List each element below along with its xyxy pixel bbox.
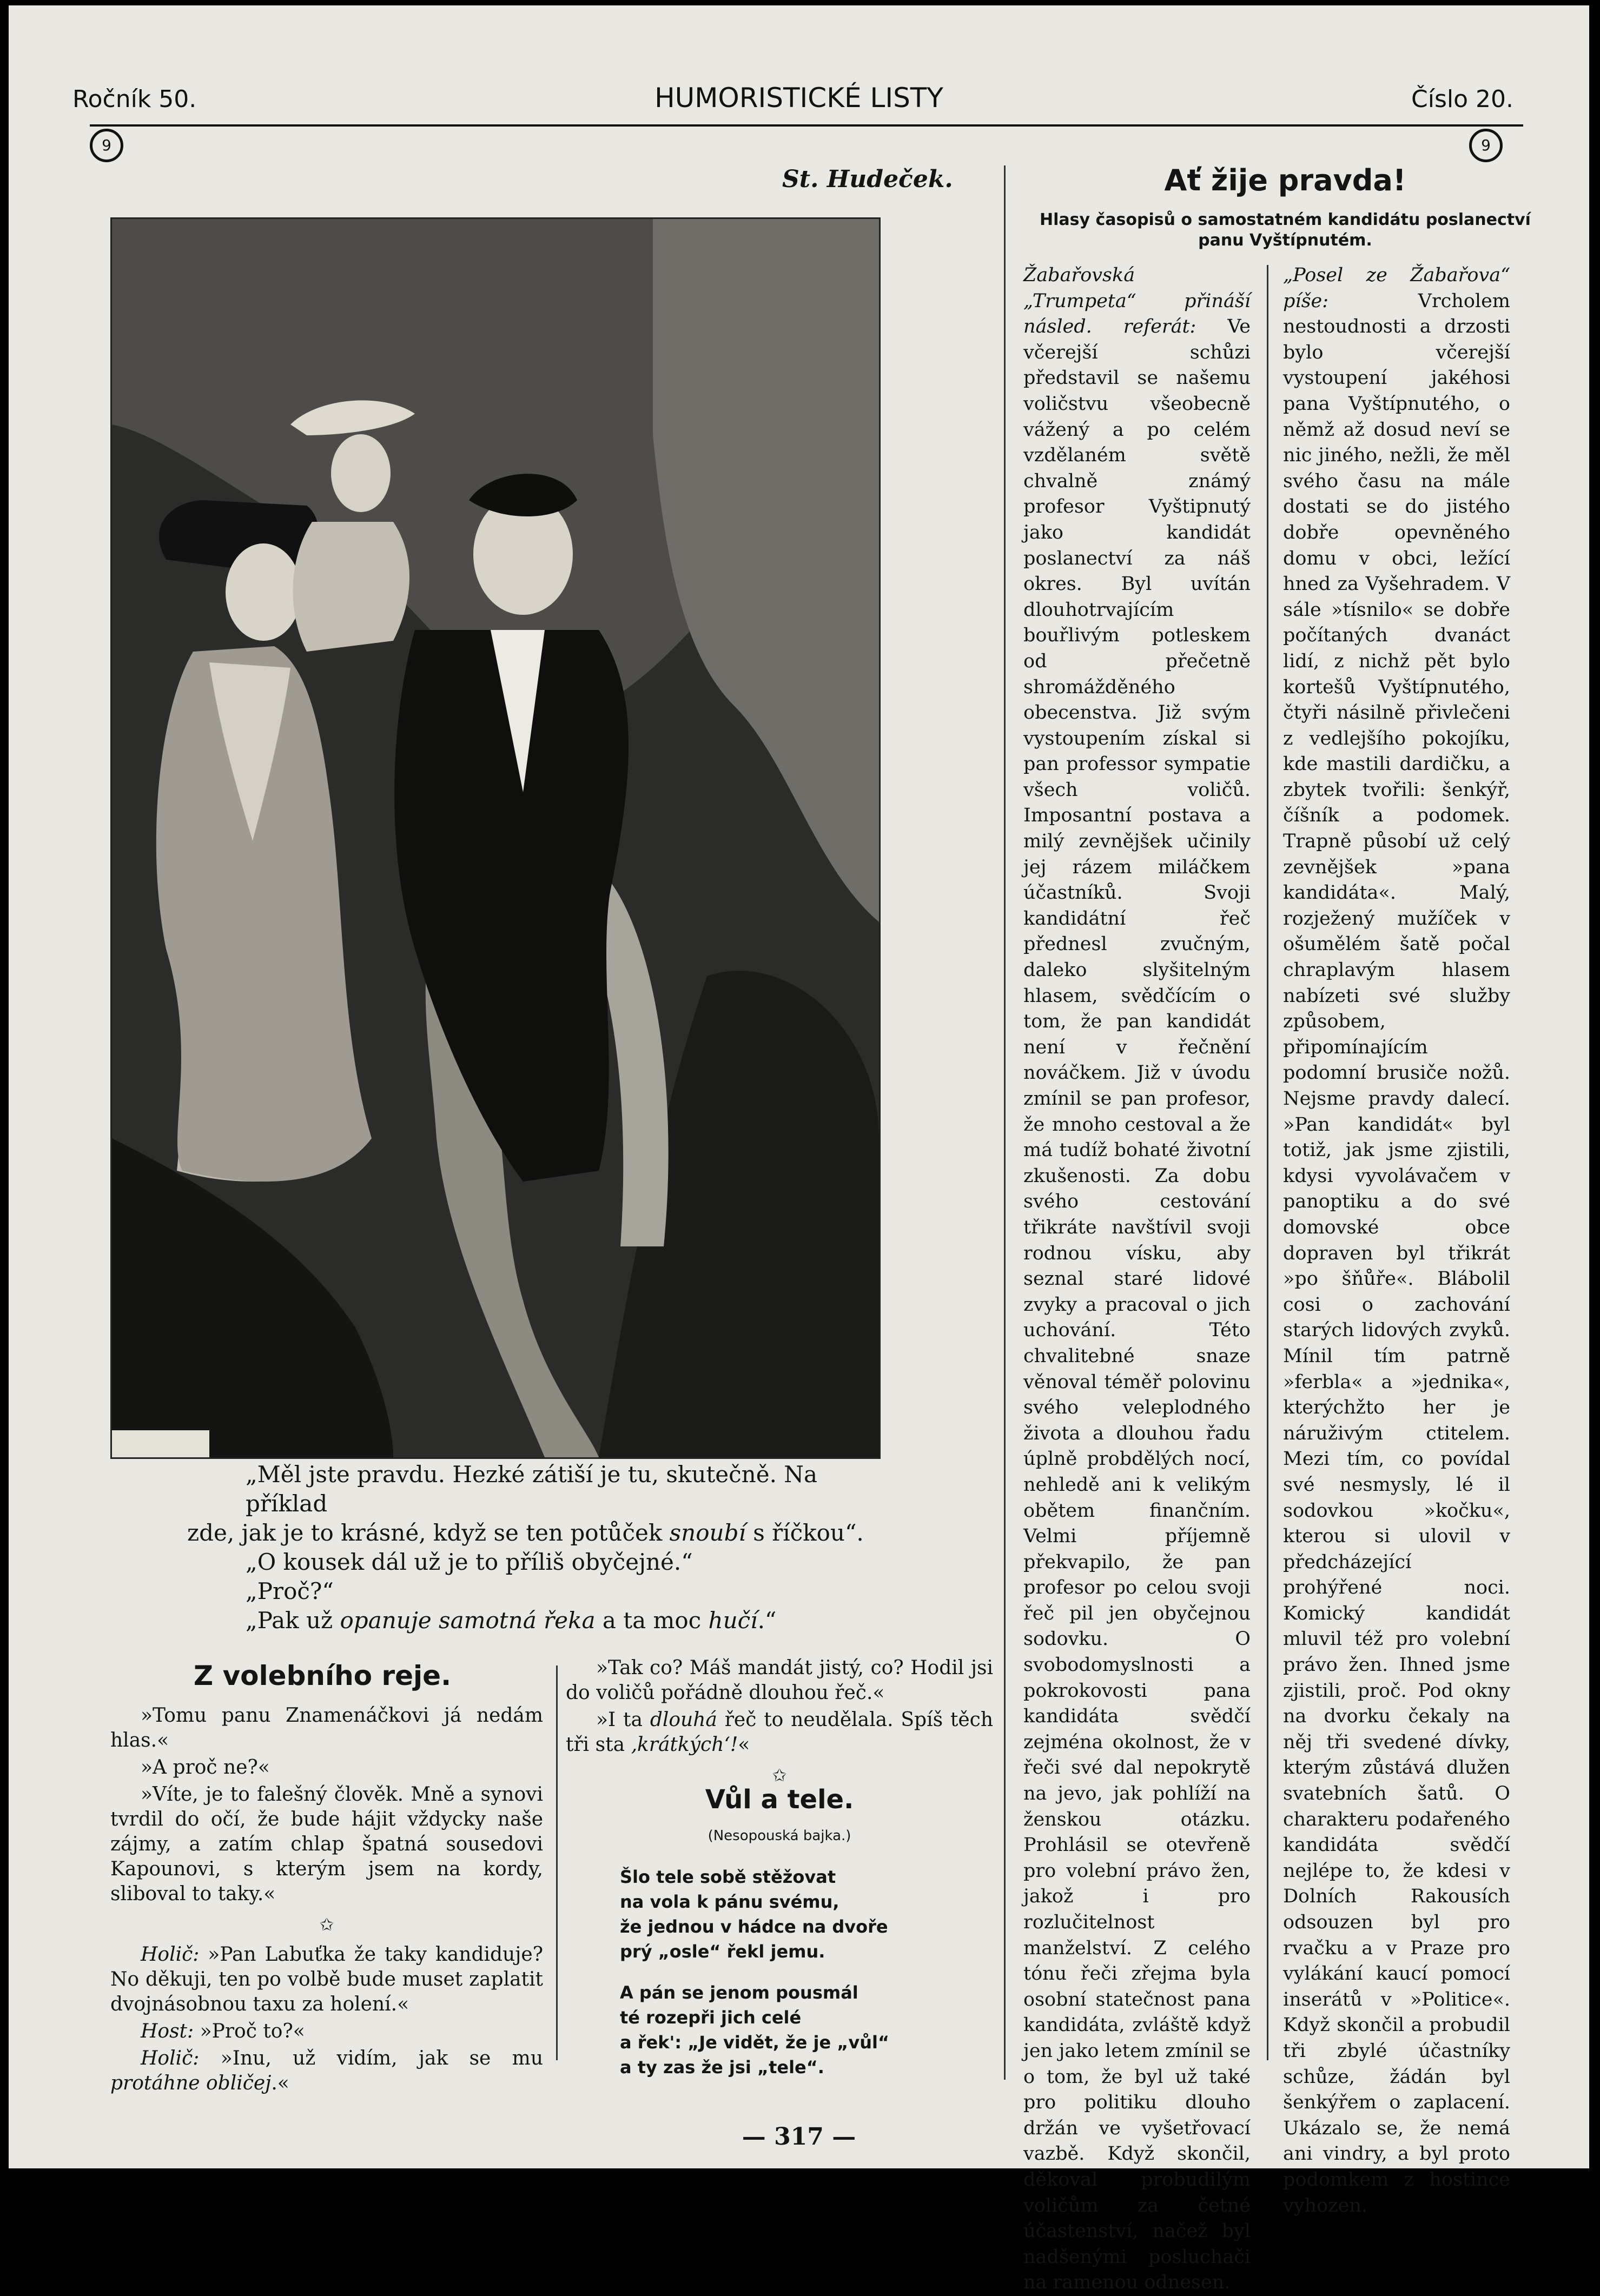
paragraph: »Tak co? Máš mandát jistý, co? Hodil jsi do voličů pořádně dlouhou řeč.« [566,1657,993,1704]
poem-line: Šlo tele sobě stěžovat [620,1867,836,1887]
star-separator-icon: ✩ [772,1765,787,1786]
article-subtitle: Hlasy časopisů o samostatném kandidátu poslanectví panu Vyštípnutém. [1040,210,1531,250]
header-rule [90,124,1523,127]
caption-text: snoubí [669,1519,746,1546]
speaker-label: Host: [141,2020,194,2042]
illustration-drawing [112,219,879,1457]
caption-line: „Měl jste pravdu. Hezké zátiší je tu, skutečně. Na příklad [246,1461,818,1517]
caption-text: a ta moc [595,1607,709,1634]
article-column-1 [1023,263,1251,2296]
masthead-title: HUMORISTICKÉ LISTY [654,82,943,114]
paragraph-text: dlouhá [650,1709,717,1731]
poem-line: prý „osle“ řekl jemu. [620,1941,825,1962]
poem-line: a řek': „Je vidět, že je „vůl“ [620,2032,889,2053]
paragraph [566,1708,993,1757]
column-rule-right [1004,165,1006,2080]
article-body: Vrcholem nestoudnosti a drzosti bylo včerejší vystoupení jakéhosi pana Vyštípnutého, o němž až dosud neví se nic jiného, nežli, že měl svého času na mále dostati se do jistého dobře opevněného domu v obci, ležící hned za Vyšehradem. V sále »tísnilo« se dobře počítaných dvanáct lidí, z nichž pět bylo kortešů Vyštípnutého, čtyři násilně přivlečeni z vedlejšího pokojíku, kde mastili dardičku, a zbytek tvořili: šenkýř, číšník a podomek. Trapně působí už celý zevnějšek »pana kandidáta«. Malý, rozježený mužíček v ošumělém šatě počal chraplavým hlasem nabízeti své služby způsobem, připomínajícím podomní brusiče nožů. Nejsme pravdy dalecí. »Pan kandidát« byl totiž, jak jsme zjistili, kdysi vyvolávačem v panoptiku a do své domovské obce dopraven byl třikrát »po šňůře«. Blábolil cosi o zachování starých lidových zvyků. Mínil tím patrně »ferbla« a »jednika«, kterýchžto her je náruživým ctitelem. Mezi tím, co povídal své nesmysly, lé il sodovkou »kočku«, kterou si ulovil v předcházející prohýřené noci. Komický kandidát mluvil též pro volební právo žen. Ihned jsme zjistili, proč. Pod okny na dvorku čekaly na něj tři svedené dívky, kterým zůstává dlužen svatebních šatů. O charakteru podařeného kandidáta svědčí nejlépe to, že kdesi v Dolních Rakousích odsouzen byl pro rvačku a v Praze pro vylákání kaucí pomocí inserátů v »Politice«. Když skončil a probudil tři zbylé účastníky schůze, žádán byl šenkýřem o zaplacení. Ukázalo se, že nemá ani vindry, a byl proto podomkem z hostince vyhozen. [1283,290,1510,2217]
newspaper-page [9,5,1589,2294]
caption-text: opanuje samotná řeka [340,1607,596,1634]
paragraph-text: « [738,1734,750,1756]
caption-line [187,1518,890,1548]
article-lead: Žabařovská „Trumpeta“ přináší násled. referát: [1023,264,1251,338]
poem-line: na vola k pánu svému, [620,1892,839,1912]
paragraph-text: »Inu, už vidím, jak se mu [199,2047,543,2069]
paragraph: »A proč ne?« [141,1756,270,1779]
poem-line: že jednou v hádce na dvoře [620,1916,888,1937]
speaker-label: Holič: [141,1943,200,1966]
column-rule-lower [556,1665,558,2060]
column-volebni [110,1703,543,2098]
paragraph-text: řeč to neudělala. Spíš těch tři sta [566,1709,994,1756]
illustration-caption [187,1460,890,1635]
caption-line: „Proč?“ [246,1578,334,1604]
poem-line: A pán se jenom pousmál [620,1982,858,2003]
section-title-volebni: Z volebního reje. [193,1660,452,1691]
paragraph-text: ‚krátkých‘! [631,1734,738,1756]
article-body: Ve včerejší schůzi představil se našemu voličstvu všeobecně vážený a po celém vzdělaném světě chvalně známý profesor Vyštipnutý jako kandidát poslanectví za náš okres. Byl uvítán dlouhotrvajícím bouřlivým potleskem od přečetně shromážděného obecenstva. Již svým vystoupením získal si pan professor sympatie všech voličů. Imposantní postava a milý zevnějšek učinily jej rázem miláčkem účastníků. Svoji kandidátní řeč přednesl zvučným, daleko slyšitelným hlasem, svědčícím o tom, že pan kandidát není v řečnění nováčkem. Již v úvodu zmínil se pan profesor, že mnoho cestoval a že má tudíž bohaté životní zkušenosti. Za dobu svého cestování třikráte navštívil svoji rodnou vísku, aby seznal staré lidové zvyky a pracoval o jich uchování. Této chvalitebné snaze věnoval téměř polovinu svého veleplodného života a dlouhou řadu úplně probdělých nocí, nehledě ani k velikým obětem finančním. Velmi příjemně překvapilo, že pan profesor po celou svoji řeč pil jen obyčejnou sodovku. O svobodomyslnosti a pokrokovosti pana kandidáta svědčí zejména okolnost, že v řeči své dal nepokrytě na jevo, jak pohlíží na ženskou otázku. Prohlásil se otevřeně pro volební právo žen, jakož i pro rozlučitelnost manželství. Z celého tónu řeči zřejma byla osobní statečnost pana kandidáta, zvláště když jen jako letem zmínil se o tom, že byl už také pro politiku dlouho držán ve vyšetřovací vazbě. Když skončil, děkoval probudilým voličům za četné účastenství, načež byl nadšenými posluchači na ramenou odnesen. [1023,316,1251,2294]
caption-text: .“ [757,1607,777,1634]
article-column-2 [1283,263,1510,2219]
paragraph-text: »I ta [596,1709,650,1731]
volume-label: Ročník 50. [72,85,197,113]
poem-line: a ty zas že jsi „tele“. [620,2057,824,2078]
caption-line [187,1606,890,1635]
poem-body [620,1864,923,2080]
speaker-label: Holič: [141,2047,200,2069]
caption-text: s říčkou“. [745,1519,864,1546]
paragraph-text: »Pan Labuťka že taky kandiduje? No děkuji, ten po volbě bude muset zaplatit dvojnásobnou taxu za holení.« [110,1943,543,2015]
paragraph [110,2019,543,2044]
paragraph-text: .« [271,2072,289,2094]
illustration [110,217,881,1459]
paragraph-text: »Proč to?« [194,2020,305,2042]
column-rule-article [1267,265,1268,2060]
article-lead: „Posel ze Žabařova“ píše: [1283,264,1510,312]
issue-label: Číslo 20. [1411,85,1513,113]
article-title: Ať žije pravda! [1164,163,1406,197]
stanza-gap [620,1964,923,1980]
paragraph: »Víte, je to falešný člověk. Mně a synovi tvrdil do očí, že bude hájit vždycky naše zájmy, a zatím chlap špatná sousedovi Kapounovi, s kterým jsem na kordy, sliboval to taky.« [110,1783,543,1905]
illustrator-signature: St. Hudeček. [782,165,953,193]
paragraph-text: protáhne obličej [110,2072,272,2094]
caption-text: „Pak už [246,1607,340,1634]
poem-line: té rozepři jich celé [620,2007,802,2028]
paragraph [110,2046,543,2096]
article-text [1023,263,1251,2296]
star-separator-icon: ✩ [319,1914,334,1935]
caption-text: hučí [708,1607,758,1634]
article-text [1283,263,1510,2219]
caption-line: „O kousek dál už je to příliš obyčejné.“ [246,1549,693,1575]
ornament-left-icon: 9 [90,129,123,162]
paragraph [110,1942,543,2017]
paragraph: »Tomu panu Znamenáčkovi já nedám hlas.« [110,1704,543,1751]
poem-subtitle: (Nesopouská bajka.) [708,1828,851,1844]
poem-title: Vůl a tele. [705,1784,854,1815]
column-middle [566,1656,993,1793]
page-number: — 317 — [742,2123,856,2151]
caption-text: zde, jak je to krásné, když se ten potůček [187,1519,670,1546]
ornament-right-icon: 9 [1469,129,1503,162]
